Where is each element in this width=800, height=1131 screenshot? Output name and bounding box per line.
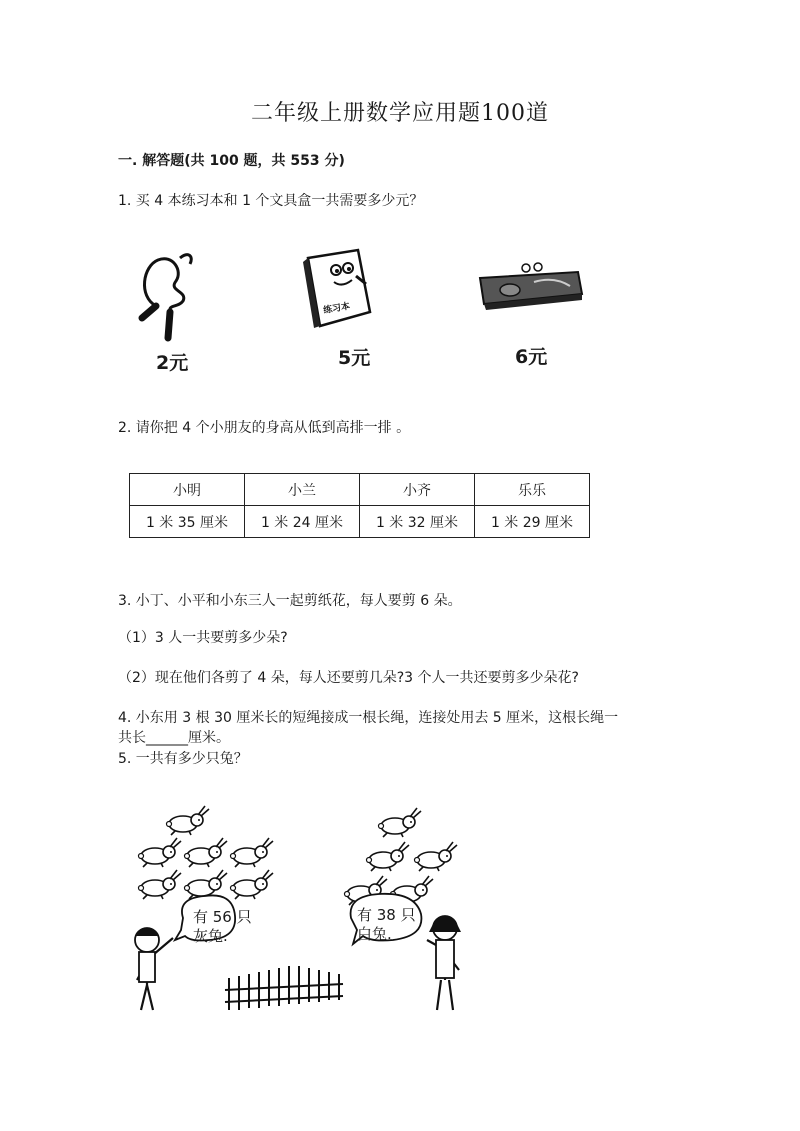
rabbit-icon [379, 808, 422, 837]
boy-figure [135, 928, 173, 1010]
question-4-line-2: 共长______厘米。 [118, 730, 230, 746]
rabbit-icon [231, 870, 274, 899]
price-jump-rope: 2元 [156, 352, 189, 374]
rabbit-icon [231, 838, 274, 867]
rabbits-illustration [125, 800, 480, 1025]
exercise-book-icon [300, 248, 378, 330]
right-bubble-line-2: 白兔. [357, 925, 392, 943]
table-row [130, 506, 590, 538]
table-cell: 1 米 32 厘米 [360, 506, 475, 538]
rabbit-icon [415, 842, 458, 871]
table-cell: 1 米 24 厘米 [245, 506, 360, 538]
question-4-line-1: 4. 小东用 3 根 30 厘米长的短绳接成一根长绳，连接处用去 5 厘米，这根长绳一 [118, 710, 619, 726]
question-3-text: 3. 小丁、小平和小东三人一起剪纸花，每人要剪 6 朵。 [118, 593, 462, 609]
left-bubble-line-2: 灰兔. [193, 927, 228, 945]
pencil-box-icon [474, 258, 586, 314]
rabbit-icon [139, 870, 182, 899]
question-2-text: 2. 请你把 4 个小朋友的身高从低到高排一排 。 [118, 420, 411, 436]
table-header-cell: 小兰 [245, 474, 360, 506]
table-header-row [130, 474, 590, 506]
fence [225, 966, 343, 1010]
table-cell: 1 米 35 厘米 [130, 506, 245, 538]
question-1-text: 1. 买 4 本练习本和 1 个文具盒一共需要多少元？ [118, 193, 424, 209]
rabbit-icon [167, 806, 210, 835]
page-title: 二年级上册数学应用题100道 [251, 101, 549, 126]
rabbit-icon [139, 838, 182, 867]
rabbit-icon [185, 870, 228, 899]
table-header-cell: 小明 [130, 474, 245, 506]
table-header-cell: 小齐 [360, 474, 475, 506]
table-cell: 1 米 29 厘米 [475, 506, 590, 538]
right-bubble-line-1: 有 38 只 [357, 906, 416, 924]
book-cover-label: 练习本 [322, 301, 351, 317]
rabbit-icon [185, 838, 228, 867]
question-5-text: 5. 一共有多少只兔？ [118, 751, 248, 767]
section-heading: 一. 解答题(共 100 题，共 553 分) [118, 153, 345, 169]
girl-figure [427, 916, 461, 1010]
rabbit-icon [367, 842, 410, 871]
table-header-cell: 乐乐 [475, 474, 590, 506]
left-bubble-line-1: 有 56 只 [193, 908, 252, 926]
height-table [129, 473, 590, 538]
question-3-sub-2: （2）现在他们各剪了 4 朵，每人还要剪几朵?3 个人一共还要剪多少朵花? [118, 670, 579, 686]
jump-rope-icon [128, 246, 198, 346]
price-exercise-book: 5元 [338, 347, 371, 369]
question-3-sub-1: （1）3 人一共要剪多少朵? [118, 630, 288, 646]
price-pencil-box: 6元 [515, 346, 548, 368]
